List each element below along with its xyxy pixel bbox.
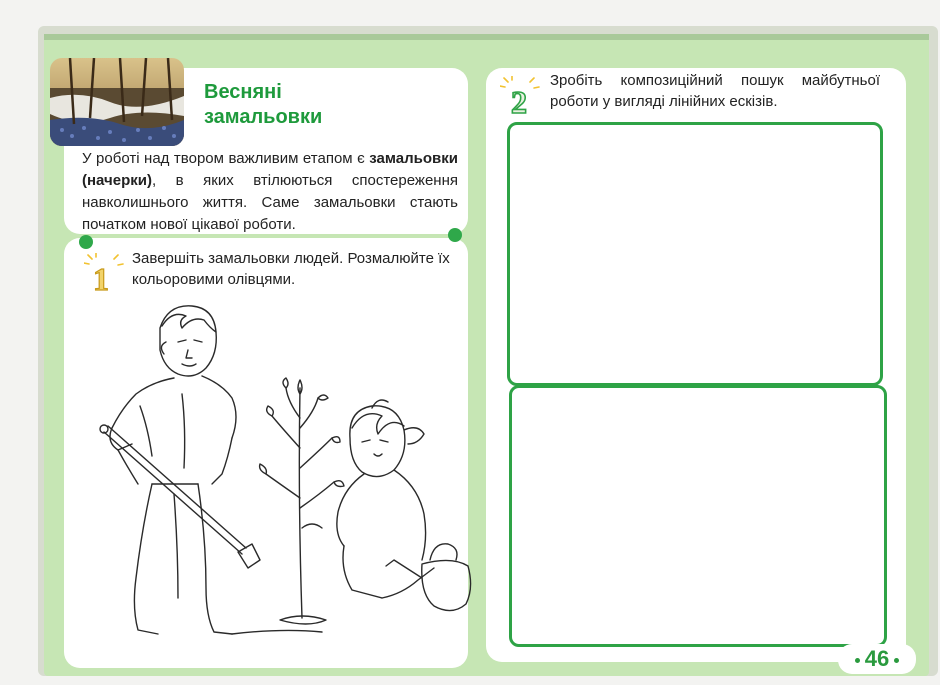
watering-can xyxy=(386,544,471,611)
spring-forest-photo xyxy=(50,58,184,146)
bullet-icon xyxy=(894,658,899,663)
section-title xyxy=(204,80,404,130)
page-number xyxy=(838,644,916,674)
girl-figure xyxy=(302,400,434,598)
sketch-frame-2[interactable] xyxy=(509,385,887,647)
task2-text: Зробіть композиційний пошук майбутньої роботи у вигляді лінійних ескізів. xyxy=(550,72,880,110)
page-number-value: 46 xyxy=(864,646,890,671)
intro-text xyxy=(82,148,458,236)
task1-badge xyxy=(84,253,124,295)
shovel xyxy=(100,425,260,568)
task2-badge xyxy=(500,76,540,118)
green-dot-right xyxy=(448,228,462,242)
task1-text: Завершіть замальовки людей. Розмалюйте їх кольоровими олівцями. xyxy=(132,250,450,288)
coloring-drawing xyxy=(82,298,472,650)
title-line-2: замальовки xyxy=(204,106,323,128)
bullet-icon xyxy=(855,658,860,663)
sapling-tree xyxy=(260,378,344,624)
boy-figure xyxy=(110,306,236,634)
sketch-frame-1[interactable] xyxy=(507,122,883,386)
task1-number: 1 xyxy=(93,261,109,295)
title-line-1: Весняні xyxy=(204,81,282,103)
green-dot-left xyxy=(79,235,93,249)
intro-part-2: , в яких втілюються спостереження навколишнього життя. Саме замальовки стають початком нової цікавої роботи. xyxy=(82,172,458,233)
task2-number: 2 xyxy=(511,84,527,118)
intro-bold-term: замальовки (начерки) xyxy=(82,150,458,189)
page-top-edge xyxy=(44,34,929,40)
intro-part-1: У роботі над твором важливим етапом є xyxy=(82,150,370,167)
